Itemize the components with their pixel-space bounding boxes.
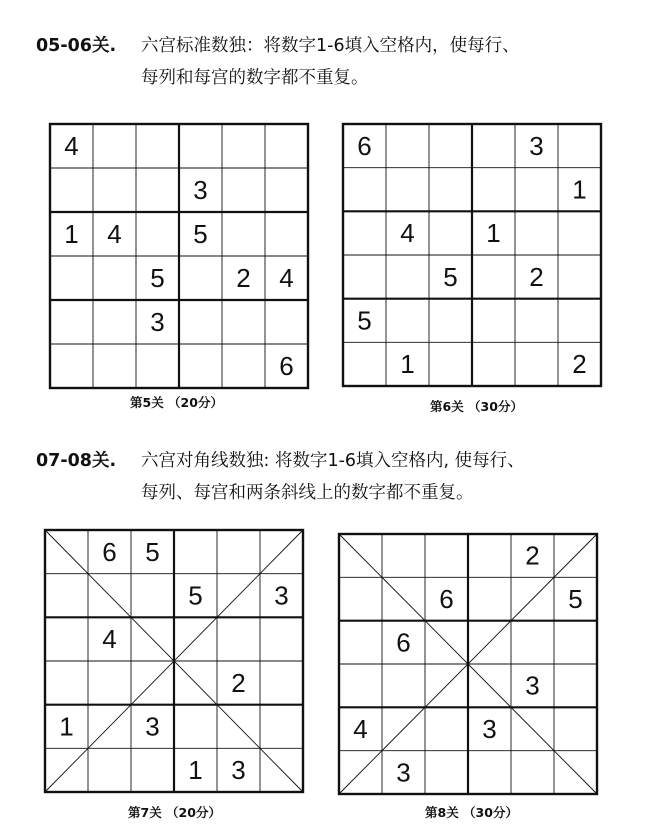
section-instruction-line2: 每列、每宫和两条斜线上的数字都不重复。 xyxy=(141,483,474,503)
puzzle-caption: 第5关 （20分） xyxy=(130,395,223,410)
sudoku-board-level-8 xyxy=(337,532,599,796)
given-number: 4 xyxy=(400,218,415,249)
section-header-diagonal xyxy=(36,445,646,509)
sudoku-grid-svg xyxy=(48,122,310,390)
given-number: 3 xyxy=(193,175,208,205)
given-number: 5 xyxy=(145,536,160,567)
given-number: 5 xyxy=(443,261,458,292)
given-number: 3 xyxy=(482,714,497,744)
given-number: 1 xyxy=(486,218,501,249)
given-number: 2 xyxy=(236,263,251,293)
given-number: 1 xyxy=(188,755,203,786)
section-instruction-line2: 每列和每宫的数字都不重复。 xyxy=(141,68,369,88)
given-number: 4 xyxy=(279,263,294,293)
given-number: 1 xyxy=(59,711,74,742)
given-number: 2 xyxy=(572,349,587,380)
given-number: 5 xyxy=(568,584,583,614)
given-number: 3 xyxy=(145,711,160,742)
given-number: 3 xyxy=(274,580,289,611)
given-number: 6 xyxy=(396,627,411,658)
given-number: 3 xyxy=(529,130,544,161)
given-number: 1 xyxy=(572,174,587,205)
given-number: 4 xyxy=(107,219,122,249)
given-number: 5 xyxy=(357,305,372,336)
sudoku-board-level-6 xyxy=(341,122,603,388)
sudoku-board-level-7 xyxy=(43,528,305,794)
section-instruction-line1: 六宫标准数独：将数字1-6填入空格内，使每行、 xyxy=(141,36,520,56)
given-number: 2 xyxy=(525,540,540,571)
sudoku-grid-svg xyxy=(341,122,603,388)
given-number: 6 xyxy=(279,351,294,381)
given-number: 3 xyxy=(150,307,165,337)
given-number: 3 xyxy=(396,757,411,788)
puzzle-caption: 第8关 （30分） xyxy=(425,805,518,820)
given-number: 4 xyxy=(353,714,368,744)
section-instruction-line1: 六宫对角线数独: 将数字1-6填入空格内, 使每行、 xyxy=(141,451,525,471)
puzzle-caption: 第7关 （20分） xyxy=(128,805,221,820)
sudoku-grid-svg xyxy=(337,532,599,796)
section-header-standard xyxy=(36,30,636,94)
given-number: 2 xyxy=(231,667,246,698)
given-number: 6 xyxy=(439,584,454,614)
given-number: 6 xyxy=(357,130,372,161)
given-number: 2 xyxy=(529,261,544,292)
given-number: 5 xyxy=(188,580,203,611)
puzzle-caption: 第6关 （30分） xyxy=(430,399,523,414)
given-number: 4 xyxy=(64,131,79,161)
given-number: 3 xyxy=(231,755,246,786)
given-number: 1 xyxy=(64,219,79,249)
given-number: 4 xyxy=(102,624,117,655)
section-code: 07-08关. xyxy=(36,451,117,471)
given-number: 3 xyxy=(525,670,540,701)
given-number: 5 xyxy=(150,263,165,293)
given-number: 6 xyxy=(102,536,117,567)
given-number: 1 xyxy=(400,349,415,380)
given-number: 5 xyxy=(193,219,208,249)
sudoku-grid-svg xyxy=(43,528,305,794)
sudoku-board-level-5 xyxy=(48,122,310,390)
section-code: 05-06关. xyxy=(36,36,117,56)
